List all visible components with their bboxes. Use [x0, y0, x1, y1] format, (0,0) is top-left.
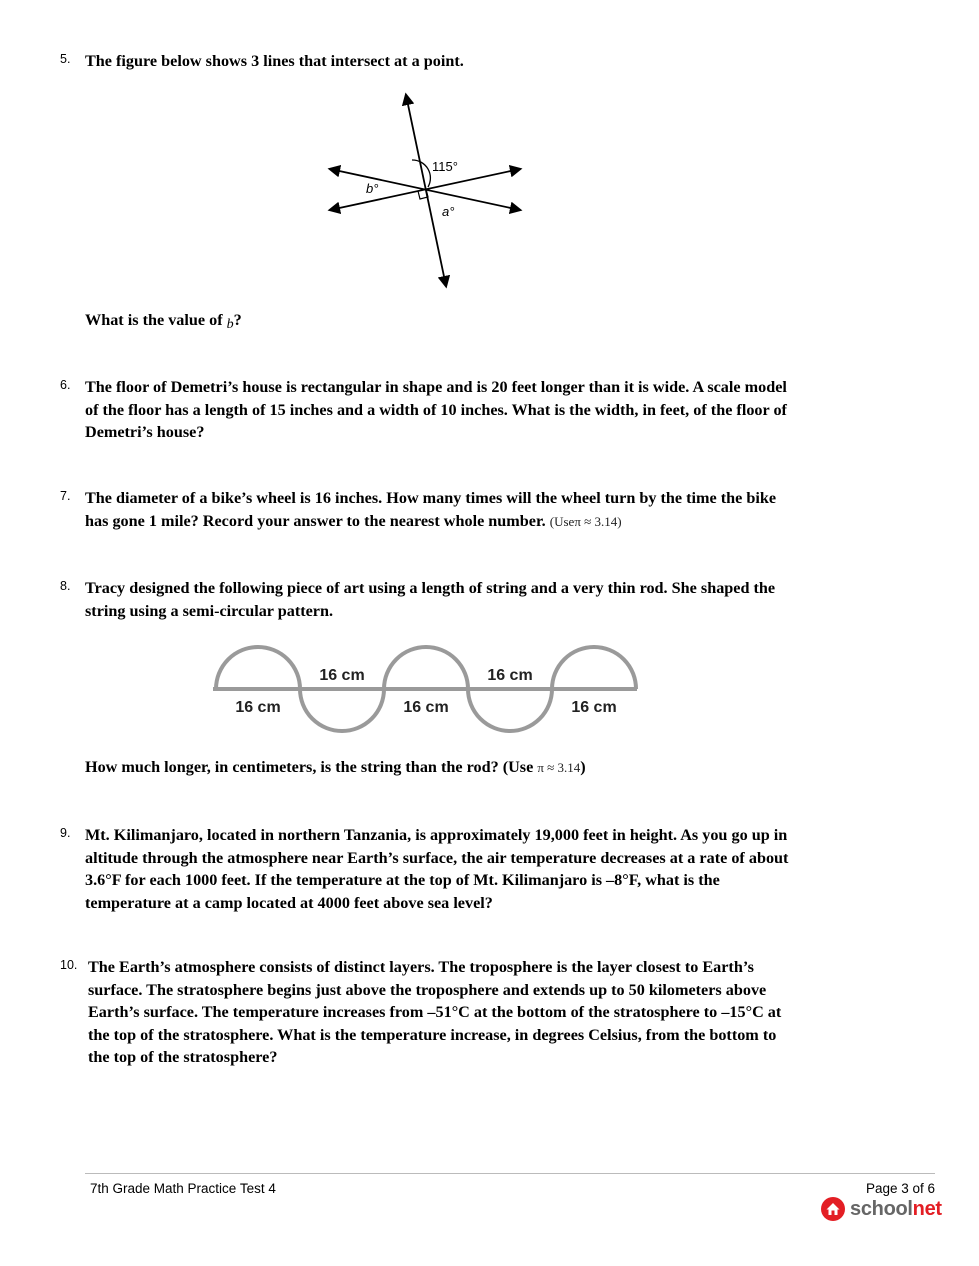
prompt-text: What is the value of — [85, 311, 227, 329]
question-6 — [60, 376, 790, 444]
question-text — [85, 487, 790, 533]
question-text: Tracy designed the following piece of art using a length of string and a very thin rod. She shaped the string using a semi-circular pattern. — [85, 579, 776, 620]
prompt-suffix: ) — [580, 758, 586, 776]
question-10 — [60, 956, 790, 1069]
question-body: The diameter of a bike’s wheel is 16 inches. How many times will the wheel turn by the time the bike has gone 1 mile? Record your answer to the nearest whole number. — [85, 489, 777, 530]
label-bottom-2: 16 cm — [403, 699, 449, 716]
semicircle-string-figure — [205, 640, 650, 740]
footer-title: 7th Grade Math Practice Test 4 — [90, 1181, 276, 1196]
label-bottom-3: 16 cm — [571, 699, 617, 716]
page-number: Page 3 of 6 — [865, 1181, 935, 1196]
variable-b: b — [226, 317, 234, 332]
question-7 — [60, 487, 790, 533]
logo-school: school — [850, 1197, 913, 1220]
logo-net: net — [912, 1197, 942, 1220]
question-number: 9. — [60, 826, 71, 840]
angle-115-label: 115° — [432, 159, 458, 174]
question-text: Mt. Kilimanjaro, located in northern Tanzania, is approximately 19,000 feet in height. As you go up in altitude through the atmosphere near Earth’s surface, the air temperature decreases at a rate of about 3.6°F for each 1000 feet. If the temperature at the top of Mt. Kilimanjaro is –8°F, what is the temperature at a camp located at 4000 feet above sea level? — [85, 826, 789, 912]
question-text: The Earth’s atmosphere consists of distinct layers. The troposphere is the layer closest to Earth’s surface. The stratosphere begins just above the troposphere and extends up to 50 kilometers above Earth’s surface. The temperature increases from –51°C at the bottom of the stratosphere to –15°C at the top of the stratosphere. What is the temperature increase, in degrees Celsius, from the bottom to the top of the stratosphere? — [88, 958, 782, 1066]
question-5 — [60, 50, 790, 73]
logo-text — [850, 1198, 942, 1221]
question-number: 6. — [60, 378, 71, 392]
angle-a-label: a° — [442, 204, 455, 219]
footer-divider — [85, 1173, 935, 1174]
question-number: 5. — [60, 52, 71, 66]
question-8-prompt — [85, 758, 586, 777]
question-number: 7. — [60, 489, 71, 503]
label-top-1: 16 cm — [319, 667, 365, 684]
question-8 — [60, 577, 790, 622]
label-top-2: 16 cm — [487, 667, 533, 684]
question-9 — [60, 824, 790, 914]
schoolnet-logo — [820, 1195, 942, 1223]
prompt-text: How much longer, in centimeters, is the string than the rod? (Use — [85, 758, 538, 776]
question-number: 10. — [60, 958, 78, 972]
intersecting-lines-figure — [320, 88, 530, 293]
label-bottom-1: 16 cm — [235, 699, 281, 716]
question-number: 8. — [60, 579, 71, 593]
question-text: The figure below shows 3 lines that intersect at a point. — [85, 52, 464, 70]
house-icon — [820, 1196, 846, 1222]
angle-b-label: b° — [366, 181, 379, 196]
prompt-suffix: ? — [233, 311, 242, 329]
pi-approximation: (Useπ ≈ 3.14) — [549, 513, 622, 529]
question-5-prompt — [85, 311, 242, 330]
pi-approximation: π ≈ 3.14 — [537, 760, 581, 775]
question-text: The floor of Demetri’s house is rectangular in shape and is 20 feet longer than it is wide. A scale model of the floor has a length of 15 inches and a width of 10 inches. What is the width, in feet, of the floor of Demetri’s house? — [85, 378, 787, 441]
